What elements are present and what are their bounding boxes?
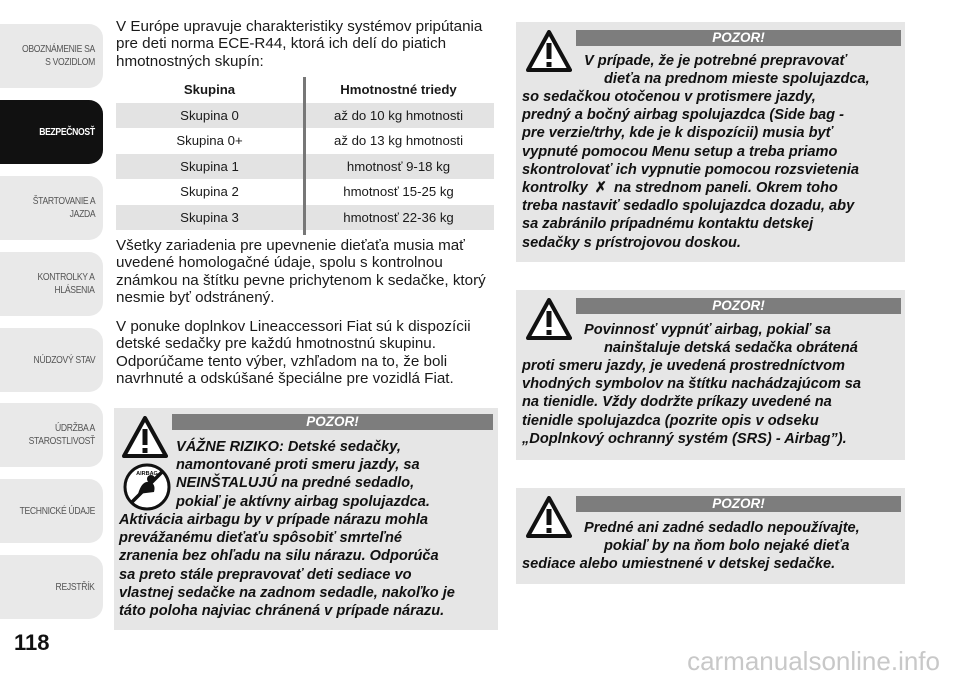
warning-line: NEINŠTALUJÚ na predné sedadlo, [176, 475, 415, 492]
warning-line: sediace alebo umiestnené v detskej sedačke. [522, 556, 836, 572]
watermark: carmanualsonline.info [687, 646, 940, 676]
warning-line: Aktivácia airbagu by v prípade nárazu mohla [119, 512, 428, 528]
warning-line: kontrolky ✗ na strednom paneli. Okrem toho [522, 180, 838, 197]
warning-box-child-seat [516, 488, 905, 584]
warning-text-body [522, 357, 861, 448]
page-number: 118 [14, 630, 50, 655]
tab-oboznamenie[interactable]: OBOZNÁMENIE SA S VOZIDLOM [0, 24, 103, 88]
table-divider [303, 77, 306, 235]
table-cell-group: Skupina 1 [180, 158, 239, 174]
warning-triangle-icon [526, 30, 572, 72]
warning-line: „Doplnkový ochranný systém (SRS) - Airbag”). [522, 430, 847, 447]
warning-box-passenger-airbag [516, 22, 905, 262]
warning-line: vypnuté pomocou Menu setup a treba priamo [522, 143, 838, 160]
warning-line: proti smeru jazdy, je uvedená prostredníctvom [522, 358, 846, 374]
tab-bezpecnost[interactable]: BEZPEČNOSŤ [0, 100, 103, 164]
tab-udrzba[interactable]: ÚDRŽBA A STAROSTLIVOSŤ [0, 403, 103, 467]
weight-groups-table [116, 77, 494, 230]
warning-title: POZOR! [576, 496, 901, 512]
warning-line: V prípade, že je potrebné prepravovať [584, 53, 847, 69]
table-cell-weight: až do 13 kg hmotnosti [333, 133, 464, 149]
tab-kontrolky[interactable]: KONTROLKY A HLÁSENIA [0, 252, 103, 316]
warning-line: dieťa na prednom mieste spolujazdca, [604, 71, 870, 88]
warning-line: sedačky s prístrojovou doskou. [522, 234, 741, 251]
table-cell-group: Skupina 3 [180, 209, 239, 225]
warning-text-indented [584, 321, 858, 357]
warning-line: pokiaľ by na ňom bolo nejaké dieťa [604, 538, 850, 555]
warning-line: pokiaľ je aktívny airbag spolujazdca. [176, 493, 430, 510]
tab-nudzovy-stav[interactable]: NÚDZOVÝ STAV [0, 328, 103, 392]
warning-line: táto poloha najviac chránená v prípade nárazu. [119, 603, 445, 620]
warning-line: vlastnej sedačke na zadnom sedadle, nakoľko je [119, 584, 455, 601]
tab-technicke-udaje[interactable]: TECHNICKÉ ÚDAJE [0, 479, 103, 543]
warning-title: POZOR! [576, 298, 901, 314]
warning-triangle-icon [526, 298, 572, 340]
warning-box-airbag [114, 408, 498, 630]
table-header-weight: Hmotnostné triedy [340, 82, 457, 98]
tab-rejstrik[interactable]: REJSTŘÍK [0, 555, 103, 619]
tab-startovanie[interactable]: ŠTARTOVANIE A JAZDA [0, 176, 103, 240]
airbag-off-icon: ✗ [594, 180, 607, 197]
table-cell-group: Skupina 0 [180, 107, 239, 123]
table-cell-group: Skupina 0+ [176, 133, 243, 149]
warning-line: skontrolovať ich vypnutie pomocou rozsvietenia [522, 161, 860, 178]
warning-text-indented [176, 438, 430, 511]
warning-text-body [522, 88, 859, 252]
table-cell-weight: hmotnosť 9-18 kg [346, 158, 451, 174]
warning-line: so sedačkou otočenou v protismere jazdy, [522, 89, 816, 105]
accessories-paragraph: V ponuke doplnkov Lineaccessori Fiat sú k dispozícii detské sedačky pre každú hmotnostnú skupinu. Odporúčame tento výber, vzhľadom na to, že boli navrhnuté a odskúšané špeciálne pre vozidlá Fiat. [116, 318, 471, 388]
table-cell-weight: hmotnosť 22-36 kg [343, 209, 454, 225]
no-rear-facing-seat-airbag-icon [122, 462, 172, 512]
warning-text-body [522, 555, 835, 573]
warning-triangle-icon [526, 496, 572, 538]
warning-line: treba nastaviť sedadlo spolujazdca dozadu, aby [522, 198, 855, 215]
warning-line: VÁŽNE RIZIKO: Detské sedačky, [176, 439, 401, 455]
intro-paragraph: V Európe upravuje charakteristiky systémov pripútania pre deti norma ECE-R44, ktorá ich delí do piatich hmotnostných skupín: [116, 18, 483, 70]
table-header-group: Skupina [183, 82, 236, 98]
warning-title: POZOR! [172, 414, 493, 430]
table-cell-weight: hmotnosť 15-25 kg [343, 184, 454, 200]
warning-title: POZOR! [576, 30, 901, 46]
airbag-icon-label: AIRBAG [136, 471, 158, 477]
warning-line: sa zabránilo prípadnému kontaktu detskej [522, 216, 814, 233]
warning-line: tienidle spolujazdca (pozrite opis v odseku [522, 412, 819, 429]
warning-line: zranenia bez ohľadu na silu nárazu. Odporúča [119, 548, 439, 565]
warning-line: prevážanému dieťaťu spôsobiť smrteľné [119, 530, 403, 547]
warning-line: predný a bočný airbag spolujazdca (Side bag - [522, 107, 844, 124]
table-cell-group: Skupina 2 [180, 184, 239, 200]
warning-line: namontované proti smeru jazdy, sa [176, 457, 420, 474]
warning-line: sa preto stále prepravovať deti sediace vo [119, 566, 412, 583]
table-cell-weight: až do 10 kg hmotnosti [333, 107, 464, 123]
warning-box-sunvisor-label [516, 290, 905, 460]
warning-line: Predné ani zadné sedadlo nepoužívajte, [584, 520, 860, 536]
warning-line: nainštaluje detská sedačka obrátená [604, 340, 858, 357]
warning-text-body [119, 511, 455, 620]
warning-line: na tienidle. Vždy dodržte príkazy uvedené na [522, 394, 832, 411]
warning-triangle-icon [122, 416, 168, 458]
warning-line: Povinnosť vypnúť airbag, pokiaľ sa [584, 322, 831, 338]
homologation-paragraph: Všetky zariadenia pre upevnenie dieťaťa musia mať uvedené homologačné údaje, spolu s kontrolnou známkou na štítku pevne prichytenom k sedačke, ktorý nesmie byť odstránený. [116, 237, 486, 307]
warning-text-indented [584, 519, 860, 555]
warning-text-indented [584, 52, 870, 88]
warning-line: pre verzie/trhy, kde je k dispozícii) musia byť [522, 125, 833, 142]
warning-line: vhodných symbolov na štítku nachádzajúcom sa [522, 376, 861, 393]
